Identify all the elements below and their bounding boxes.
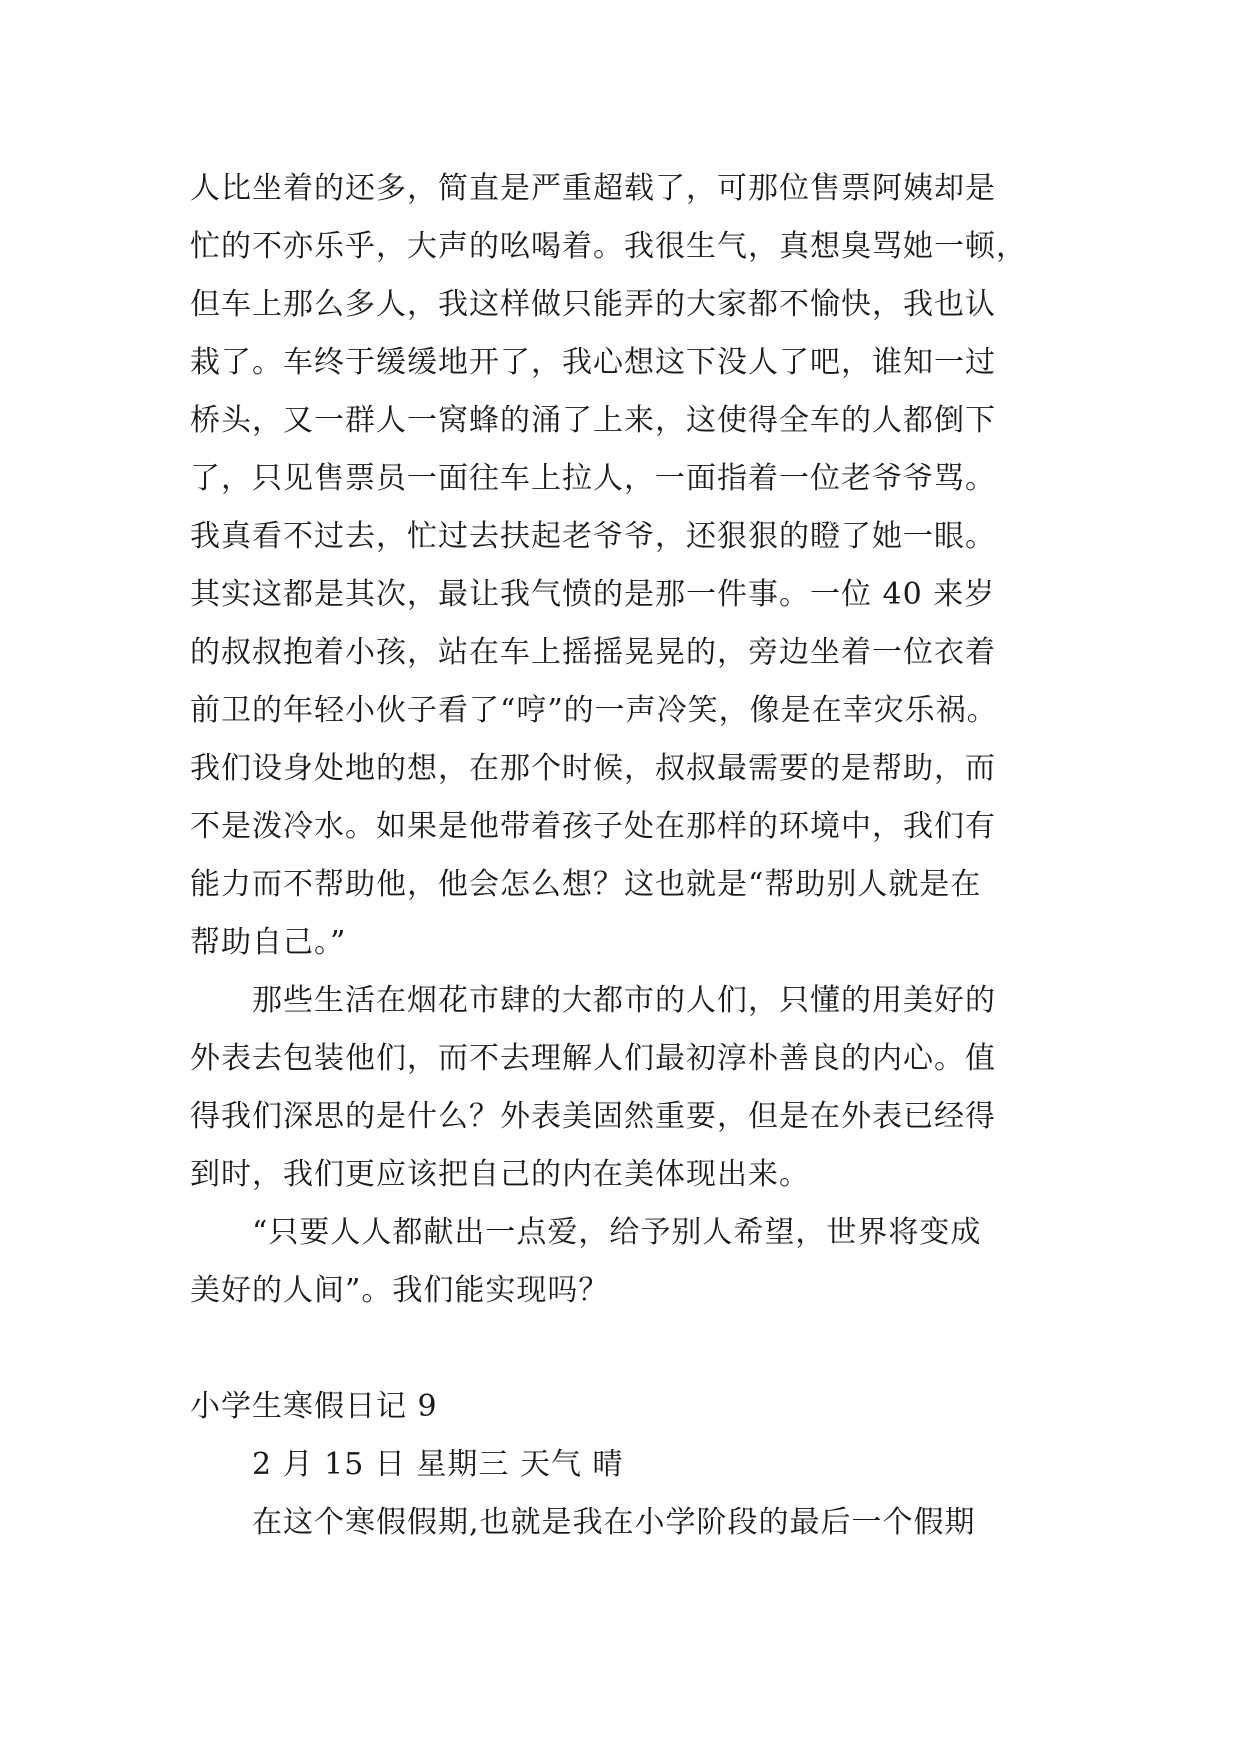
text-line: 我们设身处地的想，在那个时候，叔叔最需要的是帮助，而 <box>190 751 996 786</box>
text-line: 美好的人间”。我们能实现吗？ <box>190 1273 610 1308</box>
section-spacer <box>190 1320 1060 1378</box>
paragraph-diary-start <box>190 1494 1060 1552</box>
paragraph-bus-story <box>190 160 1060 972</box>
text-line: 能力而不帮助他，他会怎么想？这也就是“帮助别人就是在 <box>190 867 982 902</box>
text-line: 得我们深思的是什么？外表美固然重要，但是在外表已经得 <box>190 1099 996 1134</box>
paragraph-quote <box>190 1204 1060 1320</box>
diary-date-line: 2 月 15 日 星期三 天气 晴 <box>252 1447 624 1482</box>
text-line: 帮助自己。” <box>190 925 347 960</box>
text-line: 忙的不亦乐乎，大声的吆喝着。我很生气，真想臭骂她一顿， <box>190 229 1027 264</box>
text-line: 但车上那么多人，我这样做只能弄的大家都不愉快，我也认 <box>190 287 996 322</box>
text-line: 到时，我们更应该把自己的内在美体现出来。 <box>190 1157 810 1192</box>
text-line: 在这个寒假假期,也就是我在小学阶段的最后一个假期 <box>252 1505 976 1540</box>
text-line: 不是泼冷水。如果是他带着孩子处在那样的环境中，我们有 <box>190 809 996 844</box>
section-title: 小学生寒假日记 9 <box>190 1389 438 1424</box>
text-line: 我真看不过去，忙过去扶起老爷爷，还狠狠的瞪了她一眼。 <box>190 519 996 554</box>
document-body <box>190 160 1060 1552</box>
text-line: 桥头，又一群人一窝蜂的涌了上来，这使得全车的人都倒下 <box>190 403 996 438</box>
text-line: 了，只见售票员一面往车上拉人，一面指着一位老爷爷骂。 <box>190 461 996 496</box>
text-line: 外表去包装他们，而不去理解人们最初淳朴善良的内心。值 <box>190 1041 996 1076</box>
text-line: 那些生活在烟花市肆的大都市的人们，只懂的用美好的 <box>252 983 996 1018</box>
text-line: 的叔叔抱着小孩，站在车上摇摇晃晃的，旁边坐着一位衣着 <box>190 635 996 670</box>
text-line: 其实这都是其次，最让我气愤的是那一件事。一位 40 来岁 <box>190 577 996 612</box>
text-line: “只要人人都献出一点爱，给予别人希望，世界将变成 <box>252 1215 982 1250</box>
text-line: 前卫的年轻小伙子看了“哼”的一声冷笑，像是在幸灾乐祸。 <box>190 693 998 728</box>
text-line: 人比坐着的还多，简直是严重超载了，可那位售票阿姨却是 <box>190 171 996 206</box>
paragraph-city-people <box>190 972 1060 1204</box>
text-line: 栽了。车终于缓缓地开了，我心想这下没人了吧，谁知一过 <box>190 345 996 380</box>
